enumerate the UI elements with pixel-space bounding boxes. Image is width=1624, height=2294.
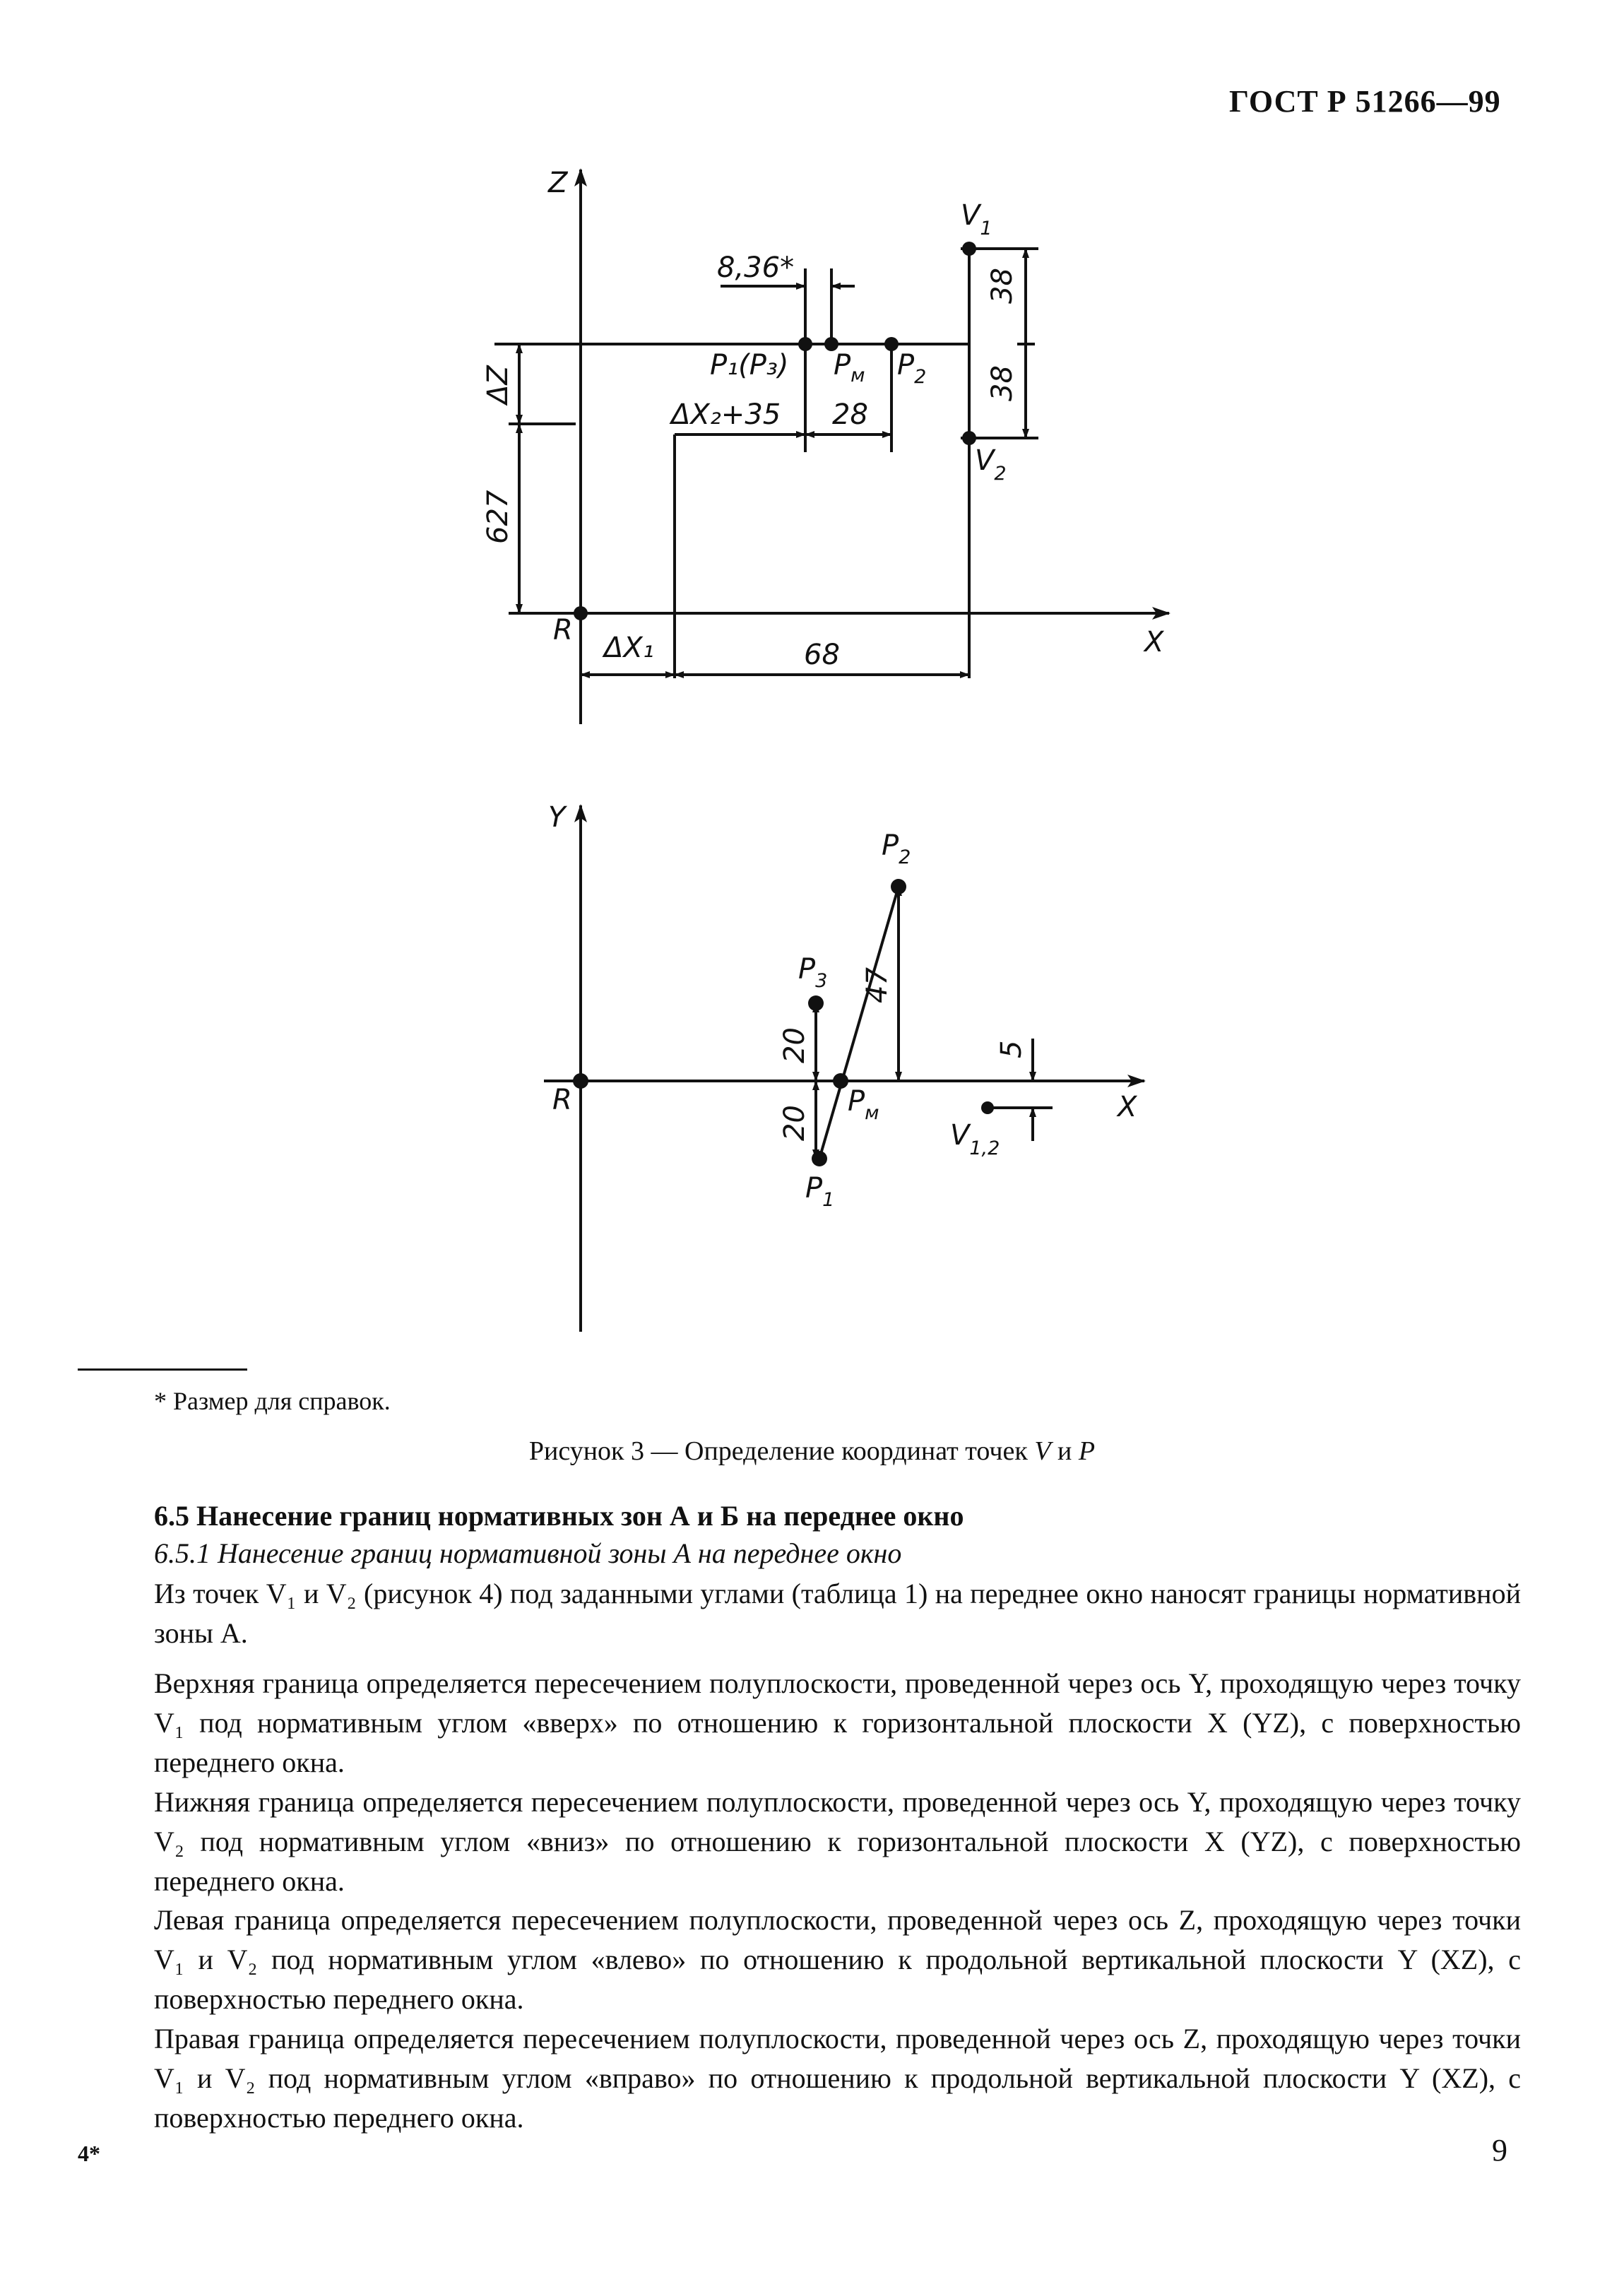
paragraph: Из точек V₁ и V₂ (рисунок 4) под заданными углами (таблица 1) на переднее окно наносят границы нормативной зоны А. [154, 1578, 1521, 1649]
p2-label-bottom: $P_2$ [882, 829, 911, 868]
dim-dx1-label: ΔX₁ [604, 632, 654, 664]
paragraph: Правая граница определяется пересечением полуплоскости, проведенной через ось Z, проходящую через точки V₁ и V₂ под нормативным углом «вправо» по отношению к продольной вертикальной плоскости Y (XZ), с поверхностью переднего окна. [154, 2023, 1521, 2134]
dim-68-label: 68 [804, 639, 840, 671]
footnote: * Размер для справок. [154, 1387, 391, 1415]
v1-label: $V_1$ [961, 199, 992, 240]
dim-20-top-label: 20 [778, 1027, 811, 1063]
document-code-header: ГОСТ Р 51266—99 [1229, 84, 1501, 119]
x-axis-label-bottom: X [1118, 1091, 1137, 1123]
signature-mark: 4* [78, 2141, 100, 2166]
pm-label-bottom: $P_м$ [848, 1085, 879, 1124]
figure-caption: Рисунок 3 — Определение координат точек V и P [528, 1436, 1096, 1466]
dim-47-label: 47 [861, 967, 894, 1003]
p1-p2-segment [819, 887, 899, 1159]
paragraph: Нижняя граница определяется пересечением полуплоскости, проведенной через ось Y, проходящую через точку V₂ под нормативным углом «вниз» по отношению к горизонтальной плоскости X (YZ), с поверхностью переднего окна. [154, 1786, 1521, 1897]
p1-label: $P_1$ [805, 1172, 835, 1211]
origin-label-top: R [553, 614, 573, 646]
v1-point [962, 242, 976, 256]
p1-p3-point [798, 337, 812, 351]
dim-836-label: 8,36* [717, 252, 795, 284]
v2-label: $V_2$ [975, 444, 1007, 485]
pm-point-bottom [833, 1073, 848, 1089]
pm-label-top: $P_м$ [834, 349, 865, 386]
v2-point [962, 431, 976, 445]
dim-38-bottom-label: 38 [986, 365, 1019, 401]
v12-point [981, 1101, 994, 1114]
dim-627-label: 627 [482, 490, 514, 544]
paragraph: Верхняя граница определяется пересечением полуплоскости, проведенной через ось Y, проходящую через точку V₁ под нормативным углом «вверх» по отношению к горизонтальной плоскости X (YZ), с поверхностью переднего окна. [154, 1667, 1521, 1778]
y-axis-label: Y [548, 801, 566, 834]
origin-label-bottom: R [552, 1084, 572, 1116]
section-title: 6.5 Нанесение границ нормативных зон А и Б на переднее окно [154, 1500, 964, 1532]
p3-point [808, 995, 824, 1011]
z-axis-label: Z [548, 167, 568, 199]
x-axis-label-top: X [1144, 626, 1164, 658]
dim-dx2-35-label: ΔX₂+35 [671, 398, 781, 431]
dim-dz-label: ΔZ [482, 365, 514, 404]
p3-label: $P_3$ [798, 953, 828, 992]
footnote-divider [78, 1368, 247, 1371]
paragraph: Левая граница определяется пересечением полуплоскости, проведенной через ось Z, проходящую через точки V₁ и V₂ под нормативным углом «влево» по отношению к продольной вертикальной плоскости Y (XZ), с поверхностью переднего окна. [154, 1904, 1521, 2015]
dim-38-top-label: 38 [986, 268, 1019, 304]
p2-point-bottom [891, 879, 906, 894]
origin-point-bottom [573, 1073, 588, 1089]
dim-28-label: 28 [832, 398, 868, 431]
p2-label-top: $P_2$ [897, 349, 927, 388]
p1-p3-label: P₁(P₃) [710, 349, 789, 382]
dim-20-bottom-label: 20 [778, 1105, 811, 1141]
p1-point [812, 1151, 827, 1166]
v12-label: $V_{1,2}$ [950, 1119, 1000, 1159]
subsection-title: 6.5.1 Нанесение границ нормативной зоны А на переднее окно [154, 1537, 902, 1569]
p2-point-top [884, 337, 899, 351]
page-number: 9 [1492, 2133, 1507, 2168]
origin-point-top [574, 606, 588, 620]
dim-5-label: 5 [995, 1040, 1028, 1058]
